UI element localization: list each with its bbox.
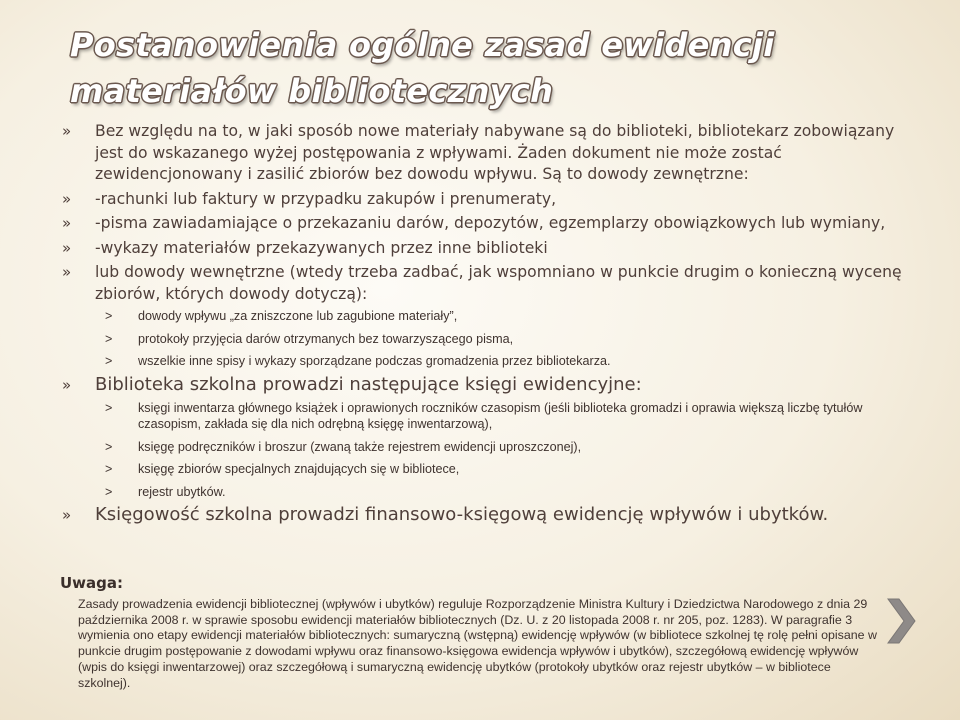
bullet-marker: » (62, 214, 72, 232)
sub-item (62, 439, 922, 456)
sub-marker: > (105, 354, 113, 368)
sub-marker: > (105, 309, 113, 323)
bullet-text: -rachunki lub faktury w przypadku zakupów i prenumeraty, (95, 189, 557, 208)
sub-text: księgi inwentarza głównego książek i oprawionych roczników czasopism (jeśli biblioteka gromadzi i oprawia większą liczbę tytułów czasopism, zakłada się dla nich odrębną księgę inwentarzową), (138, 400, 863, 431)
bullet-marker: » (62, 189, 72, 208)
sub-marker: > (105, 331, 113, 346)
bullet-item (62, 373, 922, 397)
sub-text: księgę zbiorów specjalnych znajdujących się w bibliotece, (138, 462, 460, 476)
bullet-text: -wykazy materiałów przekazywanych przez inne biblioteki (95, 238, 548, 257)
bullet-item (62, 213, 922, 235)
slide-title: Postanowienia ogólne zasad ewidencji materiałów bibliotecznych (70, 26, 775, 110)
sub-marker: > (105, 484, 113, 499)
bullet-marker: » (62, 122, 72, 140)
note-title: Uwaga: (60, 574, 124, 592)
sub-text: wszelkie inne spisy i wykazy sporządzane podczas gromadzenia przez bibliotekarza. (138, 354, 611, 368)
bullet-marker: » (62, 238, 72, 257)
sub-marker: > (105, 439, 113, 454)
sub-item (62, 331, 922, 348)
bullet-item (62, 189, 922, 211)
bullet-text: Biblioteka szkolna prowadzi następujące księgi ewidencyjne: (95, 373, 642, 395)
sub-item (62, 308, 922, 325)
bullet-text: lub dowody wewnętrzne (wtedy trzeba zadbać, jak wspomniano w punkcie drugim o konieczną wycenę zbiorów, których dowody dotyczą): (95, 263, 902, 303)
bullet-text: Bez względu na to, w jaki sposób nowe materiały nabywane są do biblioteki, bibliotekarz zobowiązany jest do wskazanego wyżej postępowania z wpływami. Żaden dokument nie może zostać zewidencjonowany i zasilić zbiorów bez dowodu wpływu. Są to dowody zewnętrzne: (95, 122, 895, 183)
sub-item (62, 484, 922, 501)
sub-item (62, 400, 922, 433)
sub-marker: > (105, 462, 113, 476)
sub-marker: > (105, 400, 113, 415)
bullet-marker: » (62, 506, 72, 524)
sub-text: rejestr ubytków. (138, 484, 226, 499)
chevron-right-icon[interactable] (884, 596, 918, 646)
bullet-item (62, 238, 922, 260)
bullet-item (62, 503, 922, 527)
bullet-marker: » (62, 263, 72, 281)
note-text: Zasady prowadzenia ewidencji bibliotecznej (wpływów i ubytków) reguluje Rozporządzenie Ministra Kultury i Dziedzictwa Narodowego z dnia 29 października 2008 r. w sprawie sposobu ewidencji materiałów bibliotecznych (Dz. U. z 20 listopada 2008 r. nr 205, poz. 1283). W paragrafie 3 wymienia ono etapy ewidencji materiałów bibliotecznych: sumaryczną (wstępną) ewidencję wpływów (w bibliotece szkolnej tę rolę pełni opisane w punkcie drugim postępowanie z dowodami wpływu oraz finansowo-księgowa ewidencja wpływów i ubytków), szczegółową ewidencję wpływów (wpis do księgi inwentarzowej) oraz szczegółową i sumaryczną ewidencję ubytków (protokoły ubytków oraz rejestr ubytków – w bibliotece szkolnej). (78, 597, 877, 690)
sub-text: protokoły przyjęcia darów otrzymanych bez towarzyszącego pisma, (138, 331, 514, 346)
sub-item (62, 461, 922, 478)
bullet-marker: » (62, 375, 72, 394)
slide-content (62, 121, 922, 530)
sub-text: księgę podręczników i broszur (zwaną także rejestrem ewidencji uproszczonej), (138, 439, 582, 454)
sub-item (62, 353, 922, 370)
bullet-item (62, 121, 922, 186)
sub-text: dowody wpływu „za zniszczone lub zagubione materiały”, (138, 309, 458, 323)
bullet-text: Księgowość szkolna prowadzi finansowo-księgową ewidencję wpływów i ubytków. (95, 504, 829, 525)
bullet-item (62, 262, 922, 305)
bullet-text: -pisma zawiadamiające o przekazaniu darów, depozytów, egzemplarzy obowiązkowych lub wymiany, (95, 214, 886, 232)
